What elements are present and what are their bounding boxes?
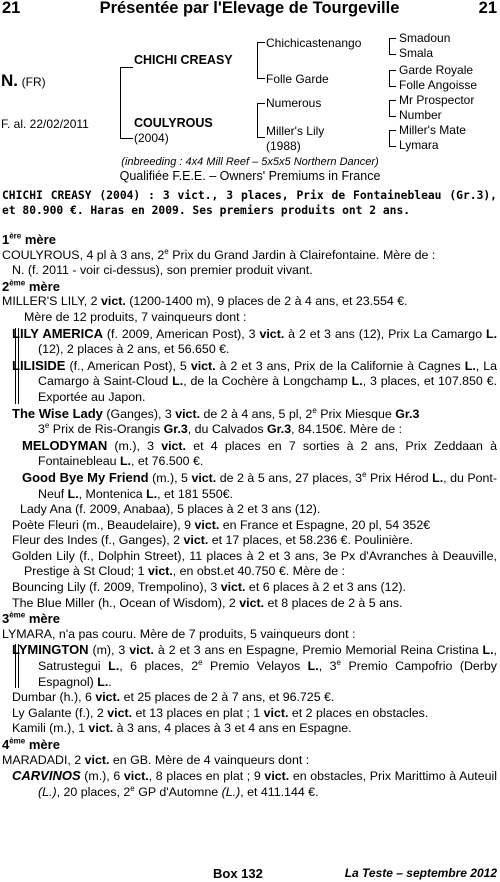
dam-year: (2004) — [134, 131, 169, 145]
gs1: Chichicastenango — [266, 36, 362, 50]
ggs-8: Lymara — [399, 138, 439, 152]
lymington: LYMINGTON (m), 3 vict. à 2 et 3 ans en Espagne, Premio Memorial Reina Cristina L., Satrustegui L., 6 places, 2e Premio Velayos L., 3e Premio Campofrio (Derby Espagnol) L.. — [12, 642, 497, 689]
horse-country: (FR) — [21, 75, 46, 89]
ggs-2: Smala — [399, 46, 434, 60]
section-2: 2ème mère — [2, 278, 60, 294]
blue-miller: The Blue Miller (h., Ocean of Wisdom), 2 vict. et 8 places de 2 à 5 ans. — [12, 595, 403, 610]
family-block-2 — [2, 642, 497, 690]
lady-ana: Lady Ana (f. 2009, Anabaa), 5 places à 2 et 3 ans (12). — [20, 502, 321, 517]
lily-america: LILY AMERICA (f. 2009, American Post), 3 vict. à 2 et 3 ans (12), Prix La Camargo L. (12), 2 places à 2 ans, et 56.650 €. — [12, 325, 498, 357]
lymara: LYMARA, n'a pas couru. Mère de 7 produits, 5 vainqueurs dont : — [2, 626, 356, 641]
family-text — [2, 232, 497, 800]
page-number-left: 21 — [2, 0, 21, 17]
bracket-3 — [257, 103, 265, 138]
ggs-7: Miller's Mate — [399, 123, 466, 137]
fleur-des-indes: Fleur des Indes (f., Ganges), 2 vict. et 17 places, et 58.236 €. Poulinière. — [12, 533, 413, 548]
ggs-3: Garde Royale — [399, 63, 474, 77]
horse-sex-birth: F. al. 22/02/2011 — [1, 117, 89, 131]
second-dam-para: MILLER'S LILY, 2 vict. (1200-1400 m), 9 places de 2 à 4 ans, et 23.554 €. — [2, 294, 408, 309]
bracket-5 — [389, 70, 396, 87]
dumbar: Dumbar (h.), 6 vict. et 25 places de 2 à 7 ans, et 96.725 €. — [12, 690, 335, 705]
qualification: Qualifiée F.E.E. – Owners' Premiums in France — [119, 169, 381, 183]
horse-name: N. — [1, 71, 18, 90]
ggs-1: Smadoun — [399, 31, 451, 45]
good-bye-my-friend: Good Bye My Friend (m.), 5 vict. de 2 à 5 ans, 27 places, 3e Prix Hérod L., du Pont-Neuf L., Montenica L., et 181 550€. — [22, 469, 497, 501]
dam-produce: N. (f. 2011 - voir ci-dessus), son premier produit vivant. — [12, 263, 313, 278]
poete-fleuri: Poète Fleuri (m., Beaudelaire), 9 vict. en France et Espagne, 20 pl, 54 352€ — [12, 517, 431, 532]
wise-lady: The Wise Lady (Ganges), 3 vict. de 2 à 4 ans, 5 pl, 2e Prix Miesque Gr.3 3e Prix de Ris-Orangis Gr.3, du Calvados Gr.3, 84.150€. Mère de : — [12, 405, 420, 437]
sale-place: La Teste – septembre 2012 — [344, 866, 497, 880]
gs2: Folle Garde — [266, 72, 329, 86]
gs3: Numerous — [266, 96, 322, 110]
section-4: 4ème mère — [2, 736, 60, 752]
section-1: 1ère mère — [2, 231, 56, 247]
page-title: Présentée par l'Elevage de Tourgeville — [99, 0, 400, 17]
family-block-1 — [2, 326, 497, 406]
dam-para: COULYROUS, 4 pl à 3 ans, 2e Prix du Grand Jardin à Clairefontaine. Mère de : — [2, 246, 436, 262]
ggs-4: Folle Angoisse — [399, 78, 478, 92]
page-header — [2, 1, 497, 21]
bouncing-lily: Bouncing Lily (f. 2009, Trempolino), 3 vict. et 6 places à 2 et 3 ans (12). — [12, 580, 406, 595]
carvinos: CARVINOS (m.), 6 vict., 8 places en plat ; 9 vict. en obstacles, Prix Marittimo à Auteuil (L.), 20 places, 2e GP d'Automne (L.), et 411.144 €. — [12, 768, 497, 799]
ggs-5: Mr Prospector — [399, 93, 475, 107]
section-3: 3ème mère — [2, 610, 60, 627]
sire-summary: CHICHI CREASY (2004) : 3 vict., 3 places, Prix de Fontainebleau (Gr.3), et 80.900 €. Haras en 2009. Ses premiers produits ont 2 ans. — [2, 189, 497, 217]
kamili: Kamili (m.), 1 vict. à 3 ans, 4 places à 3 et 4 ans en Espagne. — [12, 721, 352, 736]
box-number: Box 132 — [213, 866, 263, 881]
inbreeding: (inbreeding : 4x4 Mill Reef – 5x5x5 Northern Dancer) — [121, 156, 379, 168]
horse-name-line — [1, 71, 46, 90]
maradadi: MARADADI, 2 vict. en GB. Mère de 4 vainqueurs dont : — [2, 752, 310, 767]
bracket-7 — [389, 130, 396, 147]
bracket-4 — [389, 38, 396, 55]
ggs-6: Number — [399, 108, 442, 122]
melodyman: MELODYMAN (m.), 3 vict. et 4 places en 7 sorties à 2 ans, Prix Zeddaan à Fontainebleau L., et 76.500 €. — [22, 437, 497, 469]
golden-lily: Golden Lily (f., Dolphin Street), 11 places à 2 et 3 ans, 3e Px d'Avranches à Deauville, Prestige à St Cloud; 1 vict., en obst.et 40.750 €. Mère de : — [12, 548, 497, 579]
sire-name: CHICHI CREASY — [134, 53, 233, 67]
gs4: Miller's Lily — [266, 124, 325, 138]
page-number-right: 21 — [478, 0, 497, 17]
ly-galante: Ly Galante (f.), 2 vict. et 13 places en plat ; 1 vict. et 2 places en obstacles. — [12, 705, 429, 720]
second-dam-produce: Mère de 12 produits, 7 vainqueurs dont : — [24, 309, 247, 324]
dam-name: COULYROUS — [134, 116, 213, 130]
liliside: LILISIDE (f., American Post), 5 vict. à 2 et 3 ans, Prix de la Californie à Cagnes L., La Camargo à Saint-Cloud L., de la Cochère à Longchamp L., 3 places, et 107.850 €. Exportée au Japon. — [12, 357, 498, 404]
bracket-6 — [389, 100, 396, 117]
bracket-2 — [257, 42, 265, 79]
gs4-year: (1988) — [266, 139, 301, 153]
bracket-1 — [120, 67, 133, 139]
